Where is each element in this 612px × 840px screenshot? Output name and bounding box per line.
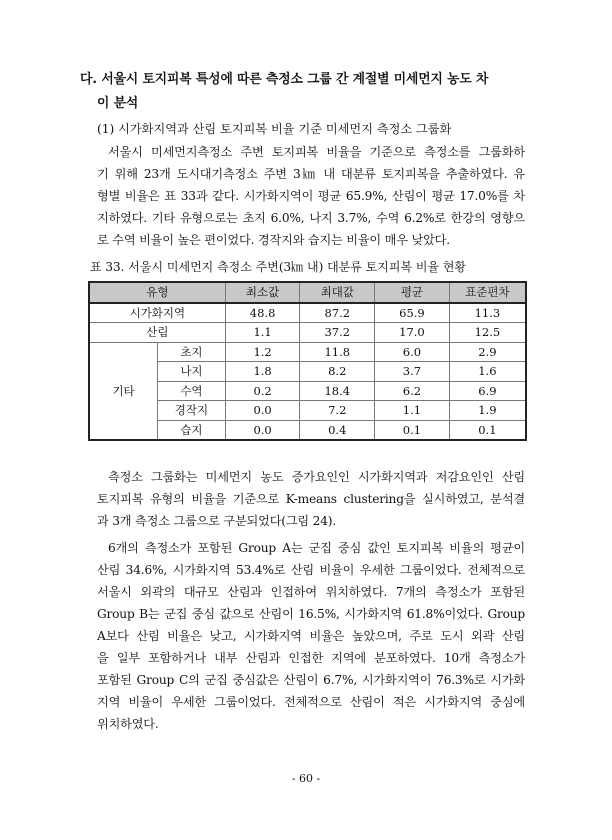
header-std: 표준편차 bbox=[449, 282, 526, 303]
text-line: 위치하였다. bbox=[97, 717, 159, 731]
header-max: 최대값 bbox=[300, 282, 375, 303]
cell: 0.0 bbox=[225, 420, 300, 440]
cell: 1.2 bbox=[225, 342, 300, 362]
cell: 6.2 bbox=[375, 381, 450, 401]
cell: 11.8 bbox=[300, 342, 375, 362]
cell: 0.2 bbox=[225, 381, 300, 401]
table-row bbox=[89, 342, 526, 362]
cell: 1.1 bbox=[225, 323, 300, 343]
cell: 0.1 bbox=[375, 420, 450, 440]
cell: 18.4 bbox=[300, 381, 375, 401]
cell: 1.1 bbox=[375, 401, 450, 421]
subsection-heading: (1) 시가화지역과 산림 토지피복 비율 기준 미세먼지 측정소 그룹화 bbox=[97, 122, 452, 136]
cell: 7.2 bbox=[300, 401, 375, 421]
row-type: 수역 bbox=[158, 381, 226, 401]
cell: 17.0 bbox=[375, 323, 450, 343]
text-line: 지하였다. 기타 유형으로는 초지 6.0%, 나지 3.7%, 수역 6.2%로 한강의 영향으 bbox=[97, 211, 525, 225]
text-line: 과 3개 측정소 그룹으로 구분되었다(그림 24). bbox=[97, 514, 336, 528]
cell: 1.8 bbox=[225, 362, 300, 382]
cell: 11.3 bbox=[449, 303, 526, 323]
row-type: 시가화지역 bbox=[89, 303, 225, 323]
cell: 0.1 bbox=[449, 420, 526, 440]
text-line: 서울시 외곽의 대규모 산림과 인접하여 위치하였다. 7개의 측정소가 포함된 bbox=[97, 585, 525, 599]
row-type: 경작지 bbox=[158, 401, 226, 421]
cell: 0.0 bbox=[225, 401, 300, 421]
land-cover-table bbox=[88, 281, 527, 441]
text-line: 형별 비율은 표 33과 같다. 시가화지역이 평균 65.9%, 산림이 평균 17.0%를 차 bbox=[97, 189, 525, 203]
cell: 8.2 bbox=[300, 362, 375, 382]
header-min: 최소값 bbox=[225, 282, 300, 303]
text-line: A보다 산림 비율은 낮고, 시가화지역 비율은 높았으며, 주로 도시 외곽 산림 bbox=[97, 629, 525, 643]
text-line: 지역 비율이 우세한 그룹이었다. 전체적으로 산림이 적은 시가화지역 중심에 bbox=[97, 695, 525, 709]
cell: 6.0 bbox=[375, 342, 450, 362]
table-row bbox=[89, 303, 526, 323]
cell: 37.2 bbox=[300, 323, 375, 343]
section-heading-cont: 이 분석 bbox=[97, 96, 139, 111]
row-type: 초지 bbox=[158, 342, 226, 362]
row-type: 습지 bbox=[158, 420, 226, 440]
text-line: 을 일부 포함하거나 내부 산림과 인접한 지역에 분포하였다. 10개 측정소가 bbox=[97, 651, 525, 665]
text-line: 로 수역 비율이 높은 편이었다. 경작지와 습지는 비율이 매우 낮았다. bbox=[97, 233, 450, 247]
section-heading: 다. 서울시 토지피복 특성에 따른 측정소 그룹 간 계절별 미세먼지 농도 차 bbox=[80, 72, 489, 87]
group-label: 기타 bbox=[89, 342, 158, 440]
page-number: - 60 - bbox=[291, 772, 321, 785]
cell: 65.9 bbox=[375, 303, 450, 323]
cell: 48.8 bbox=[225, 303, 300, 323]
text-line: 서울시 미세먼지측정소 주변 토지피복 비율을 기준으로 측정소를 그룹화하 bbox=[108, 145, 525, 159]
text-line: 6개의 측정소가 포함된 Group A는 군집 중심 값인 토지피복 비율의 평균이 bbox=[108, 541, 525, 555]
row-type: 나지 bbox=[158, 362, 226, 382]
table-header-row bbox=[89, 282, 526, 303]
text-line: 포함된 Group C의 군집 중심값은 산림이 6.7%, 시가화지역이 76.3%로 시가화 bbox=[97, 673, 525, 687]
text-line: 토지피복 유형의 비율을 기준으로 K-means clustering을 실시하였고, 분석결 bbox=[97, 492, 525, 506]
text-line: Group B는 군집 중심 값으로 산림이 16.5%, 시가화지역 61.8%이었다. Group bbox=[97, 607, 525, 621]
cell: 12.5 bbox=[449, 323, 526, 343]
cell: 6.9 bbox=[449, 381, 526, 401]
text-line: 기 위해 23개 도시대기측정소 주변 3㎞ 내 대분류 토지피복을 추출하였다. 유 bbox=[97, 167, 525, 181]
cell: 0.4 bbox=[300, 420, 375, 440]
cell: 2.9 bbox=[449, 342, 526, 362]
row-type: 산림 bbox=[89, 323, 225, 343]
table-caption: 표 33. 서울시 미세먼지 측정소 주변(3㎞ 내) 대분류 토지피복 비율 현황 bbox=[90, 260, 467, 274]
header-type: 유형 bbox=[89, 282, 225, 303]
cell: 87.2 bbox=[300, 303, 375, 323]
cell: 1.6 bbox=[449, 362, 526, 382]
text-line: 측정소 그룹화는 미세먼지 농도 증가요인인 시가화지역과 저감요인인 산림 bbox=[108, 470, 525, 484]
text-line: 산림 34.6%, 시가화지역 53.4%로 산림 비율이 우세한 그룹이었다. 전체적으로 bbox=[97, 563, 525, 577]
table-row bbox=[89, 323, 526, 343]
cell: 3.7 bbox=[375, 362, 450, 382]
cell: 1.9 bbox=[449, 401, 526, 421]
header-mean: 평균 bbox=[375, 282, 450, 303]
